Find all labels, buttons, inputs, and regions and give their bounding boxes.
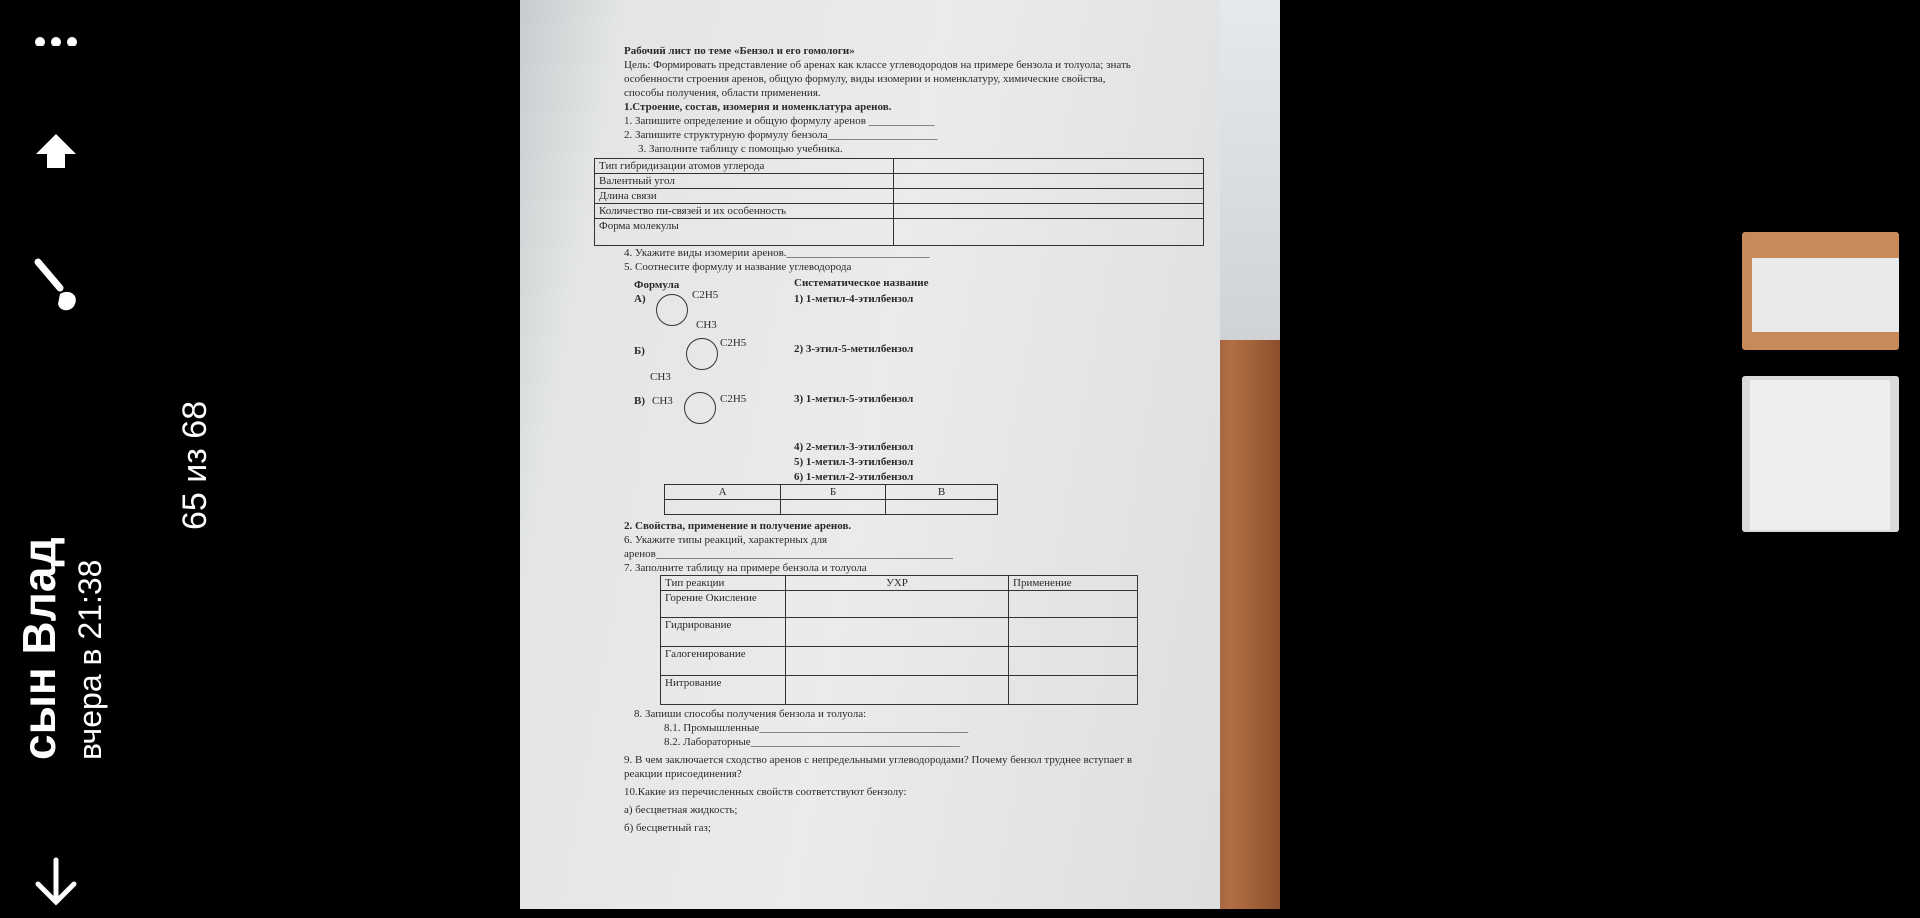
label-b: Б): [634, 345, 645, 357]
benzene-ring-a: [656, 294, 688, 326]
thumbnail-photo-2[interactable]: [1742, 376, 1899, 532]
more-icon[interactable]: [20, 0, 92, 72]
photo-viewer[interactable]: [520, 0, 1280, 909]
name-3: 3) 1-метил-5-этилбензол: [794, 393, 914, 405]
download-icon[interactable]: [20, 846, 92, 918]
sub-a2: CH3: [696, 319, 717, 331]
sub-c2: C2H5: [720, 393, 747, 405]
head-use: Применение: [1009, 576, 1138, 591]
name-2: 2) 3-этил-5-метилбензол: [794, 343, 914, 355]
section-2: 2. Свойства, применение и получение аренов.: [624, 520, 852, 532]
table-row: Тип гибридизации атомов углерода: [595, 159, 894, 174]
label-c: В): [634, 395, 645, 407]
table-row: Длина связи: [595, 189, 894, 204]
name-1: 1) 1-метил-4-этилбензол: [794, 293, 914, 305]
thumbnail-photo-1[interactable]: [1742, 232, 1899, 350]
doc-goal: Цель: Формировать представление об аренах как классе углеводородов на примере бензола и толуола; знать особенности строения аренов, общую формулу, виды изомерии и номенклатуру, химические свойства, способы получения, области применения.: [624, 59, 1131, 99]
question-1: 1. Запишите определение и общую формулу аренов ____________: [624, 115, 935, 127]
name-5: 5) 1-метил-3-этилбензол: [794, 456, 914, 468]
question-10b: б) бесцветный газ;: [624, 822, 711, 834]
col-name: Систематическое название: [794, 277, 929, 289]
benzene-ring-b: [686, 338, 718, 370]
background-paper: [1210, 0, 1280, 340]
question-6: 6. Укажите типы реакций, характерных для: [624, 534, 828, 546]
answer-col-b: Б: [781, 485, 886, 500]
benzene-ring-c: [684, 392, 716, 424]
table-reactions: [660, 575, 1138, 705]
question-2: 2. Запишите структурную формулу бензола____________________: [624, 129, 938, 141]
question-8: 8. Запиши способы получения бензола и толуола:: [634, 708, 867, 720]
share-icon[interactable]: [20, 116, 92, 188]
question-9: 9. В чем заключается сходство аренов с непредельными углеводородами? Почему бензол труднее вступает в реакции присоединения?: [624, 754, 1133, 780]
edit-icon[interactable]: [20, 250, 92, 322]
question-4: 4. Укажите виды изомерии аренов.__________________________: [624, 247, 930, 259]
sub-b2: CH3: [650, 371, 671, 383]
worksheet-content: [599, 44, 1184, 835]
name-6: 6) 1-метил-2-этилбензол: [794, 471, 914, 483]
sender-name: сын Влад: [13, 537, 65, 760]
formula-match-area: [624, 274, 1184, 484]
question-5: 5. Соотнесите формулу и название углеводорода: [624, 261, 852, 273]
table-row: Количество пи-связей и их особенность: [595, 204, 894, 219]
photo-counter: 65 из 68: [176, 400, 214, 530]
sent-time: вчера в 21:38: [72, 559, 108, 760]
answer-col-c: В: [886, 485, 998, 500]
head-equation: УХР: [786, 576, 1009, 591]
table-row: Нитрование: [661, 676, 786, 705]
answer-col-a: А: [665, 485, 781, 500]
sub-c1: CH3: [652, 395, 673, 407]
question-8-1: 8.1. Промышленные______________________________________: [664, 722, 969, 734]
col-formula: Формула: [634, 279, 680, 291]
question-3: 3. Заполните таблицу с помощью учебника.: [638, 143, 843, 155]
name-4: 4) 2-метил-3-этилбензол: [794, 441, 914, 453]
question-6b: аренов______________________________________________________: [624, 548, 953, 560]
sub-b1: C2H5: [720, 337, 747, 349]
table-row: Горение Окисление: [661, 591, 786, 618]
question-10: 10.Какие из перечисленных свойств соответствуют бензолу:: [624, 786, 907, 798]
worksheet-paper: [520, 0, 1220, 909]
section-1: 1.Строение, состав, изомерия и номенклатура аренов.: [624, 101, 892, 113]
head-type: Тип реакции: [661, 576, 786, 591]
table-row: Валентный угол: [595, 174, 894, 189]
table-row: Галогенирование: [661, 647, 786, 676]
table-structure: [594, 158, 1204, 246]
sub-a1: C2H5: [692, 289, 719, 301]
table-row: Форма молекулы: [595, 219, 894, 246]
table-answers: [664, 484, 998, 515]
table-row: Гидрирование: [661, 618, 786, 647]
question-8-2: 8.2. Лабораторные______________________________________: [664, 736, 960, 748]
question-7: 7. Заполните таблицу на примере бензола и толуола: [624, 562, 867, 574]
question-10a: а) бесцветная жидкость;: [624, 804, 738, 816]
label-a: А): [634, 293, 646, 305]
doc-title: Рабочий лист по теме «Бензол и его гомологи»: [624, 45, 855, 57]
